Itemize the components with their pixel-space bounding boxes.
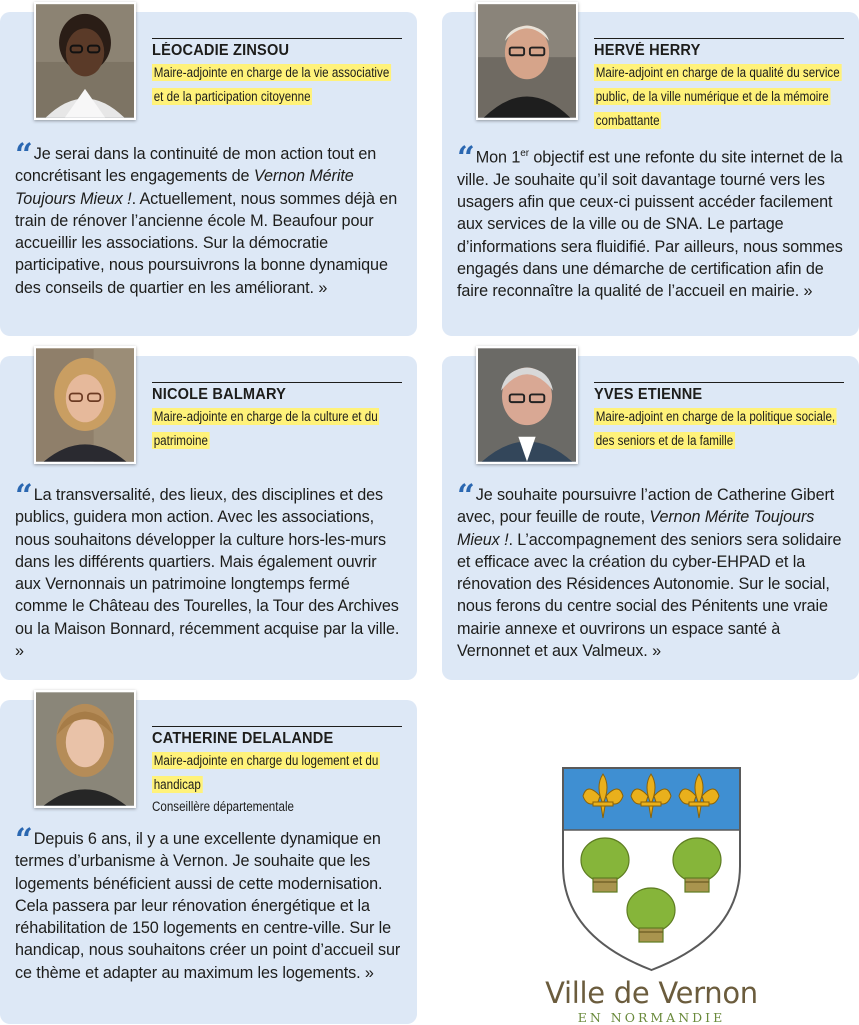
quote-text: “Je souhaite poursuivre l’action de Catherine Gibert avec, pour feuille de route, Vernon Mérite Toujours Mieux !. L’accompagnement des seniors sera solidaire et efficace avec la création du cyber-EHPAD et la rénovation des Résidences Autonomie. Sur le social, nous ferons du centre social des Pénitents une vraie mairie annexe et ouvrirons un espace santé à Vernonnet et aux Valmeux. » xyxy=(457,478,842,661)
person-role: Maire-adjoint en charge de la politique sociale, des seniors et de la famille xyxy=(595,409,836,448)
portrait-photo xyxy=(34,2,136,120)
coat-of-arms-icon xyxy=(561,766,742,972)
portrait-image xyxy=(36,348,134,462)
person-role: Maire-adjointe en charge du logement et du handicap xyxy=(153,753,379,792)
person-name: CATHERINE DELALANDE xyxy=(152,730,334,747)
card-header xyxy=(594,38,844,133)
logo-subtitle: EN NORMANDIE xyxy=(577,1010,726,1025)
portrait-photo xyxy=(34,346,136,464)
quote-text: “Mon 1er objectif est une refonte du site internet de la ville. Je souhaite qu’il soit davantage tourné vers les usagers afin que ceux-ci puissent accéder facilement aux services de la ville ou de SNA. Le partage d’informations sera fluidifié. Par ailleurs, nous sommes engagés dans une démarche de certification afin de faire reconnaître la qualité de l’accueil en mairie. » xyxy=(457,140,843,301)
portrait-image xyxy=(36,692,134,806)
person-role: Maire-adjointe en charge de la vie associative et de la participation citoyenne xyxy=(153,65,390,104)
card-header xyxy=(594,382,844,453)
card-header xyxy=(152,382,402,453)
person-name: YVES ETIENNE xyxy=(594,386,703,403)
logo-title: Ville de Vernon xyxy=(545,976,758,1010)
elected-card-herry xyxy=(442,12,859,336)
person-name: NICOLE BALMARY xyxy=(152,386,287,403)
elected-card-zinsou xyxy=(0,12,417,336)
portrait-photo xyxy=(476,2,578,120)
card-header xyxy=(152,38,402,109)
portrait-image xyxy=(36,4,134,118)
quote-mark-icon: “ xyxy=(457,140,475,177)
portrait-image xyxy=(478,348,576,462)
person-extra-role: Conseillère départementale xyxy=(152,799,294,814)
card-header xyxy=(152,726,402,817)
elected-card-balmary xyxy=(0,356,417,680)
person-name: HERVÉ HERRY xyxy=(594,42,701,59)
quote-mark-icon: “ xyxy=(457,478,475,514)
quote-text: “Je serai dans la continuité de mon action tout en concrétisant les engagements de Vernon Mérite Toujours Mieux !. Actuellement, nous sommes déjà en train de rénover l’ancienne école M. Beaufour pour accueillir les associations. Sur la démocratie participative, nous poursuivrons la bonne dynamique des conseils de quartier en les améliorant. » xyxy=(15,137,398,297)
ville-de-vernon-logo xyxy=(544,766,759,1025)
elected-card-delalande xyxy=(0,700,417,1024)
person-name: LÉOCADIE ZINSOU xyxy=(152,42,290,59)
portrait-photo xyxy=(34,690,136,808)
quote-mark-icon: “ xyxy=(15,137,33,173)
person-role: Maire-adjoint en charge de la qualité du service public, de la ville numérique et de la mémoire combattante xyxy=(595,65,840,128)
elected-card-etienne xyxy=(442,356,859,680)
quote-text: “La transversalité, des lieux, des disciplines et des publics, guidera mon action. Avec les associations, nous souhaitons développer la culture hors-les-murs dans les différents quartiers. Mais également ouvrir aux Vernonnais un patrimoine longtemps fermé comme le Château des Tourelles, la Tour des Archives ou la Maison Bonnard, récemment acquise par la ville. » xyxy=(15,478,400,661)
portrait-photo xyxy=(476,346,578,464)
person-role: Maire-adjointe en charge de la culture et du patrimoine xyxy=(153,409,378,448)
portrait-image xyxy=(478,4,576,118)
quote-mark-icon: “ xyxy=(15,478,33,514)
quote-mark-icon: “ xyxy=(15,822,33,858)
quote-text: “Depuis 6 ans, il y a une excellente dynamique en termes d’urbanisme à Vernon. Je souhaite que les logements bénéficient aussi de cette modernisation. Cela passera par leur rénovation énergétique et la réhabilitation de 150 logements en centre-ville. Sur le handicap, nous souhaitons créer un point d’accueil sur ce thème et adapter au maximum les logements. » xyxy=(15,822,401,982)
